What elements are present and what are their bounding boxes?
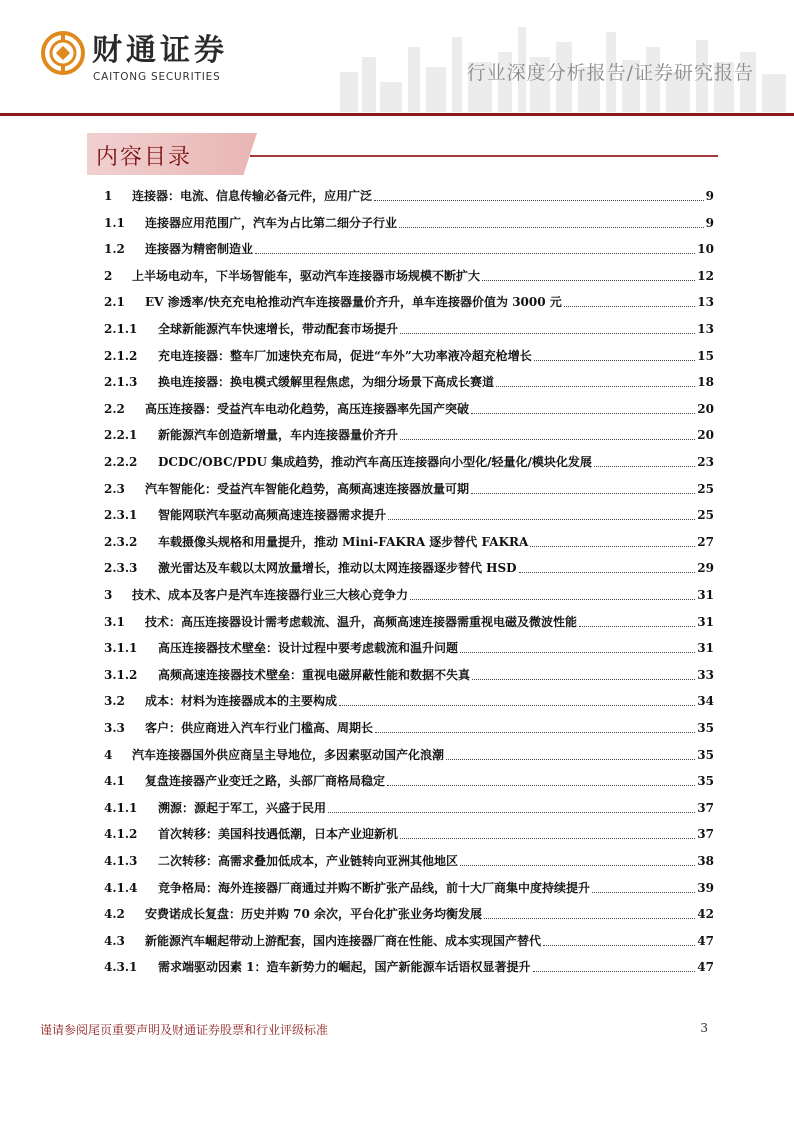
- page-header: [0, 0, 794, 116]
- toc-entry-title: 技术：高压连接器设计需考虑载流、温升，高频高速连接器需重视电磁及微波性能: [145, 614, 578, 629]
- toc-entry-page: 31: [697, 614, 714, 629]
- toc-entry-leader: [460, 652, 695, 653]
- toc-entry-page: 35: [697, 774, 714, 789]
- toc-entry-leader: [472, 679, 695, 680]
- toc-entry-leader: [387, 785, 695, 786]
- toc-entry[interactable]: [0, 957, 794, 977]
- toc-entry-number: 2.1.3: [104, 375, 138, 390]
- toc-entry[interactable]: [0, 505, 794, 525]
- toc-entry-page: 13: [697, 295, 714, 310]
- toc-entry-page: 37: [697, 800, 714, 815]
- toc-entry-number: 4.1.3: [104, 854, 138, 868]
- toc-entry[interactable]: [0, 718, 794, 738]
- toc-entry-leader: [482, 280, 695, 281]
- toc-entry-title: 连接器为精密制造业: [145, 242, 254, 257]
- toc-entry[interactable]: [0, 612, 794, 632]
- toc-entry-page: 25: [697, 508, 714, 523]
- toc-entry-page: 33: [697, 667, 714, 682]
- toc-entry-number: 2.2: [104, 401, 125, 416]
- toc-entry-number: 3.1.2: [104, 667, 138, 682]
- toc-entry-number: 1.2: [104, 242, 125, 257]
- toc-entry-leader: [533, 971, 696, 972]
- toc-entry-title: 新能源汽车崛起带动上游配套，国内连接器厂商在性能、成本实现国产替代: [145, 933, 542, 948]
- toc-entry[interactable]: [0, 798, 794, 818]
- toc-entry-page: 38: [697, 854, 714, 868]
- toc-entry[interactable]: [0, 585, 794, 605]
- toc-entry-number: 4.1: [104, 774, 125, 789]
- toc-entry[interactable]: [0, 878, 794, 898]
- toc-entry-page: 31: [697, 588, 714, 602]
- toc-entry-page: 13: [697, 322, 714, 336]
- toc-entry-number: 3.3: [104, 721, 125, 735]
- caitong-logo-icon: [41, 31, 85, 75]
- toc-entry-title: 复盘连接器产业变迁之路，头部厂商格局稳定: [145, 774, 386, 789]
- toc-entry[interactable]: [0, 213, 794, 233]
- toc-entry-leader: [594, 466, 695, 467]
- toc-entry-number: 2: [104, 268, 113, 283]
- toc-entry-number: 2.1: [104, 295, 125, 310]
- toc-entry[interactable]: [0, 931, 794, 951]
- footer-disclaimer: 谨请参阅尾页重要声明及财通证券股票和行业评级标准: [40, 1023, 329, 1037]
- toc-entry-page: 42: [697, 907, 714, 922]
- toc-entry-page: 39: [697, 880, 714, 895]
- toc-entry-number: 2.1.2: [104, 348, 138, 363]
- toc-entry-page: 9: [705, 189, 714, 203]
- toc-entry-title: 高频高速连接器技术壁垒：重视电磁屏蔽性能和数据不失真: [158, 667, 471, 682]
- toc-entry-leader: [375, 732, 695, 733]
- toc-entry-title: 技术、成本及客户是汽车连接器行业三大核心竞争力: [132, 588, 409, 602]
- toc-entry-title: 客户：供应商进入汽车行业门槛高、周期长: [145, 721, 374, 735]
- toc-entry[interactable]: [0, 399, 794, 419]
- toc-entry-leader: [579, 626, 695, 627]
- toc-entry-page: 27: [697, 534, 714, 549]
- toc-entry[interactable]: [0, 319, 794, 339]
- toc-entry-page: 18: [697, 375, 714, 390]
- toc-entry-title: 智能网联汽车驱动高频高速连接器需求提升: [158, 508, 387, 523]
- toc-entry-title: 新能源汽车创造新增量，车内连接器量价齐升: [158, 428, 399, 443]
- toc-entry-page: 12: [697, 268, 714, 283]
- toc-entry-page: 20: [697, 401, 714, 416]
- toc-entry-number: 2.3.3: [104, 561, 138, 576]
- toc-entry-title: 二次转移：高需求叠加低成本，产业链转向亚洲其他地区: [158, 854, 459, 868]
- toc-entry[interactable]: [0, 479, 794, 499]
- toc-entry-title: 激光雷达及车载以太网放量增长，推动以太网连接器逐步替代 HSD: [158, 561, 517, 576]
- toc-entry-page: 25: [697, 481, 714, 496]
- toc-entry-title: 车载摄像头规格和用量提升，推动 Mini-FAKRA 逐步替代 FAKRA: [158, 534, 529, 549]
- toc-entry-title: 需求端驱动因素 1：造车新势力的崛起，国产新能源车话语权显著提升: [158, 960, 531, 975]
- toc-entry-number: 2.2.1: [104, 428, 138, 443]
- toc-entry-leader: [592, 892, 695, 893]
- toc-entry[interactable]: [0, 452, 794, 472]
- toc-entry-title: 高压连接器：受益汽车电动化趋势，高压连接器率先国产突破: [145, 401, 470, 416]
- toc-entry-title: 充电连接器：整车厂加速快充布局，促进“车外”大功率液冷超充枪增长: [158, 348, 532, 363]
- toc-entry-number: 4.3.1: [104, 960, 138, 975]
- toc-entry-number: 1.1: [104, 215, 125, 230]
- toc-entry-title: 竞争格局：海外连接器厂商通过并购不断扩张产品线，前十大厂商集中度持续提升: [158, 880, 591, 895]
- toc-entry-leader: [255, 253, 695, 254]
- toc-entry[interactable]: [0, 824, 794, 844]
- toc-entry-title: 首次转移：美国科技遇低潮，日本产业迎新机: [158, 827, 399, 842]
- toc-entry[interactable]: [0, 745, 794, 765]
- toc-entry-leader: [460, 865, 695, 866]
- toc-entry[interactable]: [0, 266, 794, 286]
- toc-entry[interactable]: [0, 292, 794, 312]
- toc-entry-page: 34: [697, 694, 714, 709]
- toc-entry-leader: [543, 945, 695, 946]
- toc-entry[interactable]: [0, 638, 794, 658]
- toc-entry[interactable]: [0, 239, 794, 259]
- toc-entry[interactable]: [0, 372, 794, 392]
- toc-entry-title: 成本：材料为连接器成本的主要构成: [145, 694, 338, 709]
- toc-entry-leader: [564, 306, 696, 307]
- toc-entry-page: 10: [697, 242, 714, 257]
- toc-entry-title: 安费诺成长复盘：历史并购 70 余次，平台化扩张业务均衡发展: [145, 907, 483, 922]
- toc-entry-number: 3.1.1: [104, 641, 138, 656]
- toc-entry-page: 29: [697, 561, 714, 576]
- toc-entry-page: 20: [697, 428, 714, 443]
- toc-entry[interactable]: [0, 186, 794, 206]
- toc-entry-leader: [400, 439, 695, 440]
- toc-entry-title: 全球新能源汽车快速增长，带动配套市场提升: [158, 322, 399, 336]
- toc-entry-leader: [496, 386, 695, 387]
- toc-entry-number: 1: [104, 189, 113, 203]
- toc-entry-leader: [400, 838, 695, 839]
- toc-entry-number: 2.3.2: [104, 534, 138, 549]
- toc-entry-leader: [519, 572, 696, 573]
- brand-name-en: CAITONG SECURITIES: [93, 71, 221, 83]
- toc-entry-number: 4.1.2: [104, 827, 138, 842]
- report-type: 行业深度分析报告/证券研究报告: [466, 62, 754, 84]
- toc-entry-number: 2.3: [104, 481, 125, 496]
- toc-entry-title: 溯源：源起于军工，兴盛于民用: [158, 800, 327, 815]
- toc-entry-leader: [399, 227, 704, 228]
- toc-entry-title: 换电连接器：换电模式缓解里程焦虑，为细分场景下高成长赛道: [158, 375, 495, 390]
- toc-entry-leader: [374, 200, 704, 201]
- toc-entry[interactable]: [0, 346, 794, 366]
- toc-entry-page: 37: [697, 827, 714, 842]
- toc-entry-title: 高压连接器技术壁垒：设计过程中要考虑载流和温升问题: [158, 641, 459, 656]
- toc-entry-number: 2.2.2: [104, 455, 138, 469]
- toc-entry-page: 47: [697, 933, 714, 948]
- toc-entry-title: EV 渗透率/快充充电枪推动汽车连接器量价齐升，单车连接器价值为 3000 元: [145, 295, 562, 310]
- toc-entry-leader: [471, 493, 695, 494]
- page-number: 3: [700, 1021, 708, 1035]
- toc-entry-title: 汽车连接器国外供应商呈主导地位，多因素驱动国产化浪潮: [132, 747, 445, 762]
- toc-entry-page: 35: [697, 747, 714, 762]
- toc-entry-number: 4.3: [104, 933, 125, 948]
- toc-entry-leader: [446, 759, 695, 760]
- toc-entry-title: 汽车智能化：受益汽车智能化趋势，高频高速连接器放量可期: [145, 481, 470, 496]
- toc-entry-page: 9: [705, 215, 714, 230]
- toc-entry-leader: [339, 705, 695, 706]
- toc-entry-leader: [410, 599, 695, 600]
- toc-entry-number: 3: [104, 588, 113, 602]
- toc-entry-number: 4: [104, 747, 113, 762]
- toc-entry-number: 2.1.1: [104, 322, 138, 336]
- toc-entry-title: DCDC/OBC/PDU 集成趋势，推动汽车高压连接器向小型化/轻量化/模块化发展: [158, 455, 592, 469]
- toc-entry-number: 3.2: [104, 694, 125, 709]
- toc-entry-page: 15: [697, 348, 714, 363]
- toc-title-divider: [250, 155, 718, 157]
- toc-entry-leader: [400, 333, 695, 334]
- toc-entry-page: 35: [697, 721, 714, 735]
- toc-entry[interactable]: [0, 425, 794, 445]
- toc-entry-page: 23: [697, 455, 714, 469]
- toc-entry-leader: [534, 360, 695, 361]
- toc-entry[interactable]: [0, 851, 794, 871]
- toc-entry-number: 4.1.1: [104, 800, 138, 815]
- toc-entry[interactable]: [0, 771, 794, 791]
- toc-entry-leader: [328, 812, 695, 813]
- toc-entry-number: 2.3.1: [104, 508, 138, 523]
- header-divider: [0, 113, 794, 116]
- toc-entry-number: 4.2: [104, 907, 125, 922]
- toc-entry-page: 47: [697, 960, 714, 975]
- toc-entry-title: 连接器：电流、信息传输必备元件，应用广泛: [132, 189, 373, 203]
- toc-entry-number: 3.1: [104, 614, 125, 629]
- toc-entry-number: 4.1.4: [104, 880, 138, 895]
- toc-entry-leader: [484, 918, 695, 919]
- toc-entry[interactable]: [0, 691, 794, 711]
- toc-entry-leader: [388, 519, 695, 520]
- toc-title: 内容目录: [96, 145, 193, 170]
- toc-entry-title: 上半场电动车，下半场智能车，驱动汽车连接器市场规模不断扩大: [132, 268, 481, 283]
- toc-entry[interactable]: [0, 904, 794, 924]
- toc-entry-leader: [530, 546, 695, 547]
- toc-entry[interactable]: [0, 665, 794, 685]
- toc-entry[interactable]: [0, 532, 794, 552]
- toc-entry-title: 连接器应用范围广，汽车为占比第二细分子行业: [145, 215, 398, 230]
- toc-entry-leader: [471, 413, 695, 414]
- brand-name-cn: 财通证券: [92, 33, 228, 68]
- toc-entry-page: 31: [697, 641, 714, 656]
- toc-entry[interactable]: [0, 558, 794, 578]
